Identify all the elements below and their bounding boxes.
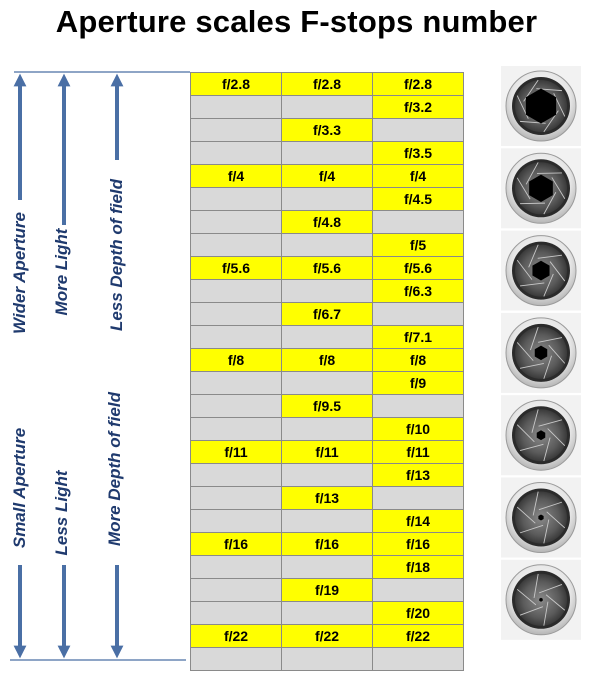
empty-cell <box>191 303 282 326</box>
empty-cell <box>191 602 282 625</box>
fstop-cell: f/2.8 <box>282 73 373 96</box>
fstop-cell: f/11 <box>191 441 282 464</box>
fstop-cell: f/9.5 <box>282 395 373 418</box>
fstop-cell: f/3.5 <box>373 142 464 165</box>
empty-cell <box>373 487 464 510</box>
fstop-cell: f/13 <box>282 487 373 510</box>
fstop-cell: f/2.8 <box>373 73 464 96</box>
fstop-cell: f/7.1 <box>373 326 464 349</box>
small-aperture-label: Small Aperture <box>10 427 29 549</box>
fstop-cell: f/16 <box>373 533 464 556</box>
empty-cell <box>191 119 282 142</box>
empty-cell <box>191 211 282 234</box>
empty-cell <box>191 142 282 165</box>
table-row <box>191 234 464 257</box>
fstop-cell: f/8 <box>191 349 282 372</box>
page-title: Aperture scales F-stops number <box>55 4 538 39</box>
table-row <box>191 533 464 556</box>
fstop-cell: f/3.2 <box>373 96 464 119</box>
empty-cell <box>282 280 373 303</box>
more-light-label: More Light <box>52 228 71 316</box>
table-row <box>191 96 464 119</box>
fstop-cell: f/20 <box>373 602 464 625</box>
aperture-icons <box>500 65 582 645</box>
fstop-cell: f/22 <box>191 625 282 648</box>
empty-cell <box>282 556 373 579</box>
fstop-cell: f/6.3 <box>373 280 464 303</box>
table-row <box>191 510 464 533</box>
less-depth-label: Less Depth of field <box>107 178 126 332</box>
fstop-cell: f/10 <box>373 418 464 441</box>
empty-cell <box>282 372 373 395</box>
table-row <box>191 602 464 625</box>
table-row <box>191 165 464 188</box>
fstop-cell: f/4 <box>373 165 464 188</box>
fstop-cell: f/5.6 <box>191 257 282 280</box>
fstop-cell: f/16 <box>191 533 282 556</box>
fstop-cell: f/22 <box>373 625 464 648</box>
less-light-label: Less Light <box>52 470 71 556</box>
fstop-cell: f/5.6 <box>282 257 373 280</box>
wider-aperture-label: Wider Aperture <box>10 211 29 335</box>
empty-cell <box>191 418 282 441</box>
table-row <box>191 579 464 602</box>
fstop-cell: f/6.7 <box>282 303 373 326</box>
table-row <box>191 441 464 464</box>
fstop-cell: f/2.8 <box>191 73 282 96</box>
table-row <box>191 648 464 671</box>
aperture-icon-f11 <box>501 395 581 475</box>
fstop-cell: f/3.3 <box>282 119 373 142</box>
empty-cell <box>191 487 282 510</box>
fstop-cell: f/16 <box>282 533 373 556</box>
empty-cell <box>282 418 373 441</box>
table-row <box>191 119 464 142</box>
empty-cell <box>282 142 373 165</box>
table-row <box>191 211 464 234</box>
aperture-icon-f5-6 <box>501 231 581 311</box>
fstop-cell: f/22 <box>282 625 373 648</box>
empty-cell <box>373 648 464 671</box>
empty-cell <box>191 372 282 395</box>
scale-arrows <box>0 0 190 684</box>
fstop-cell: f/18 <box>373 556 464 579</box>
empty-cell <box>282 464 373 487</box>
fstop-cell: f/13 <box>373 464 464 487</box>
fstop-cell: f/19 <box>282 579 373 602</box>
aperture-icon-f22 <box>501 560 581 640</box>
fstop-cell: f/4.5 <box>373 188 464 211</box>
aperture-icon-f4 <box>501 148 581 228</box>
empty-cell <box>191 510 282 533</box>
empty-cell <box>373 211 464 234</box>
fstop-cell: f/8 <box>373 349 464 372</box>
aperture-icon-f2-8 <box>501 66 581 146</box>
empty-cell <box>282 234 373 257</box>
fstop-cell: f/11 <box>373 441 464 464</box>
fstop-cell: f/5 <box>373 234 464 257</box>
aperture-icon-f8 <box>501 313 581 393</box>
empty-cell <box>373 119 464 142</box>
table-row <box>191 188 464 211</box>
table-row <box>191 280 464 303</box>
empty-cell <box>191 188 282 211</box>
table-row <box>191 464 464 487</box>
table-row <box>191 395 464 418</box>
fstop-cell: f/8 <box>282 349 373 372</box>
fstop-cell: f/4.8 <box>282 211 373 234</box>
empty-cell <box>373 579 464 602</box>
empty-cell <box>282 96 373 119</box>
empty-cell <box>282 326 373 349</box>
table-row <box>191 303 464 326</box>
empty-cell <box>282 648 373 671</box>
table-row <box>191 418 464 441</box>
empty-cell <box>282 602 373 625</box>
aperture-icon-f16 <box>501 478 581 558</box>
table-row <box>191 142 464 165</box>
empty-cell <box>191 648 282 671</box>
table-row <box>191 487 464 510</box>
empty-cell <box>191 395 282 418</box>
fstop-cell: f/4 <box>282 165 373 188</box>
empty-cell <box>373 395 464 418</box>
more-depth-label: More Depth of field <box>105 392 124 546</box>
empty-cell <box>191 234 282 257</box>
table-row <box>191 257 464 280</box>
table-row <box>191 556 464 579</box>
table-row <box>191 73 464 96</box>
empty-cell <box>191 280 282 303</box>
fstop-cell: f/9 <box>373 372 464 395</box>
empty-cell <box>373 303 464 326</box>
fstop-cell: f/14 <box>373 510 464 533</box>
fstop-table <box>190 72 464 671</box>
empty-cell <box>191 96 282 119</box>
fstop-cell: f/4 <box>191 165 282 188</box>
empty-cell <box>282 510 373 533</box>
fstop-cell: f/11 <box>282 441 373 464</box>
table-row <box>191 326 464 349</box>
empty-cell <box>191 556 282 579</box>
table-row <box>191 372 464 395</box>
table-row <box>191 625 464 648</box>
empty-cell <box>191 464 282 487</box>
fstop-cell: f/5.6 <box>373 257 464 280</box>
empty-cell <box>282 188 373 211</box>
empty-cell <box>191 326 282 349</box>
empty-cell <box>191 579 282 602</box>
table-row <box>191 349 464 372</box>
